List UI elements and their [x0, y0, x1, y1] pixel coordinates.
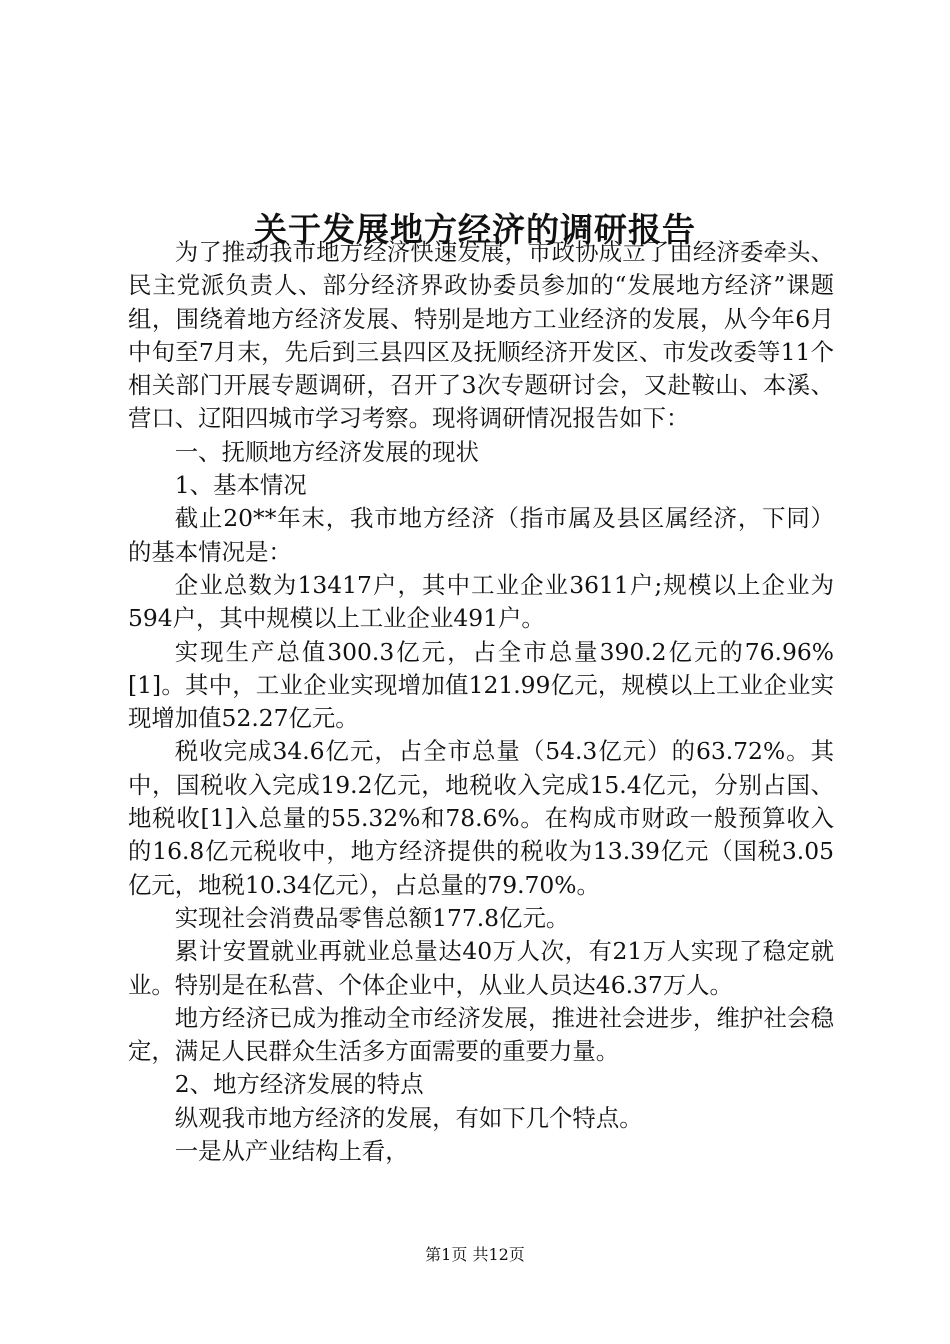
subsection-heading-1: 1、基本情况: [174, 471, 307, 500]
document-title: 关于发展地方经济的调研报告: [254, 210, 696, 250]
document-body: [128, 236, 834, 1168]
paragraph-features-intro: 纵观我市地方经济的发展，有如下几个特点。: [174, 1103, 643, 1132]
paragraph-gdp: 实现生产总值300.3亿元，占全市总量390.2亿元的76.96%[1]。其中，工业企业实现增加值121.99亿元，规模以上工业企业实现增加值52.27亿元。: [128, 637, 834, 733]
paragraph-tax: 税收完成34.6亿元，占全市总量（54.3亿元）的63.72%。其中，国税收入完成19.2亿元，地税收入完成15.4亿元，分别占国、地税收[1]入总量的55.32%和78.6%。在构成市财政一般预算收入的16.8亿元税收中，地方经济提供的税收为13.39亿元（国税3.05亿元，地税10.34亿元），占总量的79.70%。: [128, 737, 834, 899]
paragraph-basic-status: 截止20**年末，我市地方经济（指市属及县区属经济，下同）的基本情况是：: [128, 504, 834, 566]
paragraph-enterprise-count: 企业总数为13417户，其中工业企业3611户;规模以上企业为594户，其中规模以上工业企业491户。: [128, 570, 834, 633]
paragraph-intro: 为了推动我市地方经济快速发展，市政协成立了由经济委牵头、民主党派负责人、部分经济界政协委员参加的“发展地方经济”课题组，围绕着地方经济发展、特别是地方工业经济的发展，从今年6月中旬至7月末，先后到三县四区及抚顺经济开发区、市发改委等11个相关部门开展专题调研，召开了3次专题研讨会，又赴鞍山、本溪、营口、辽阳四城市学习考察。现将调研情况报告如下：: [128, 238, 834, 433]
paragraph-importance: 地方经济已成为推动全市经济发展，推进社会进步，维护社会稳定，满足人民群众生活多方面需要的重要力量。: [128, 1003, 834, 1066]
paragraph-employment: 累计安置就业再就业总量达40万人次，有21万人实现了稳定就业。特别是在私营、个体企业中，从业人员达46.37万人。: [128, 937, 834, 999]
paragraph-industry-structure: 一是从产业结构上看，: [174, 1137, 409, 1166]
page-footer: 第1页 共12页: [425, 1245, 525, 1264]
paragraph-retail: 实现社会消费品零售总额177.8亿元。: [174, 903, 570, 932]
subsection-heading-2: 2、地方经济发展的特点: [174, 1070, 424, 1099]
section-heading-1: 一、抚顺地方经济发展的现状: [174, 437, 479, 466]
